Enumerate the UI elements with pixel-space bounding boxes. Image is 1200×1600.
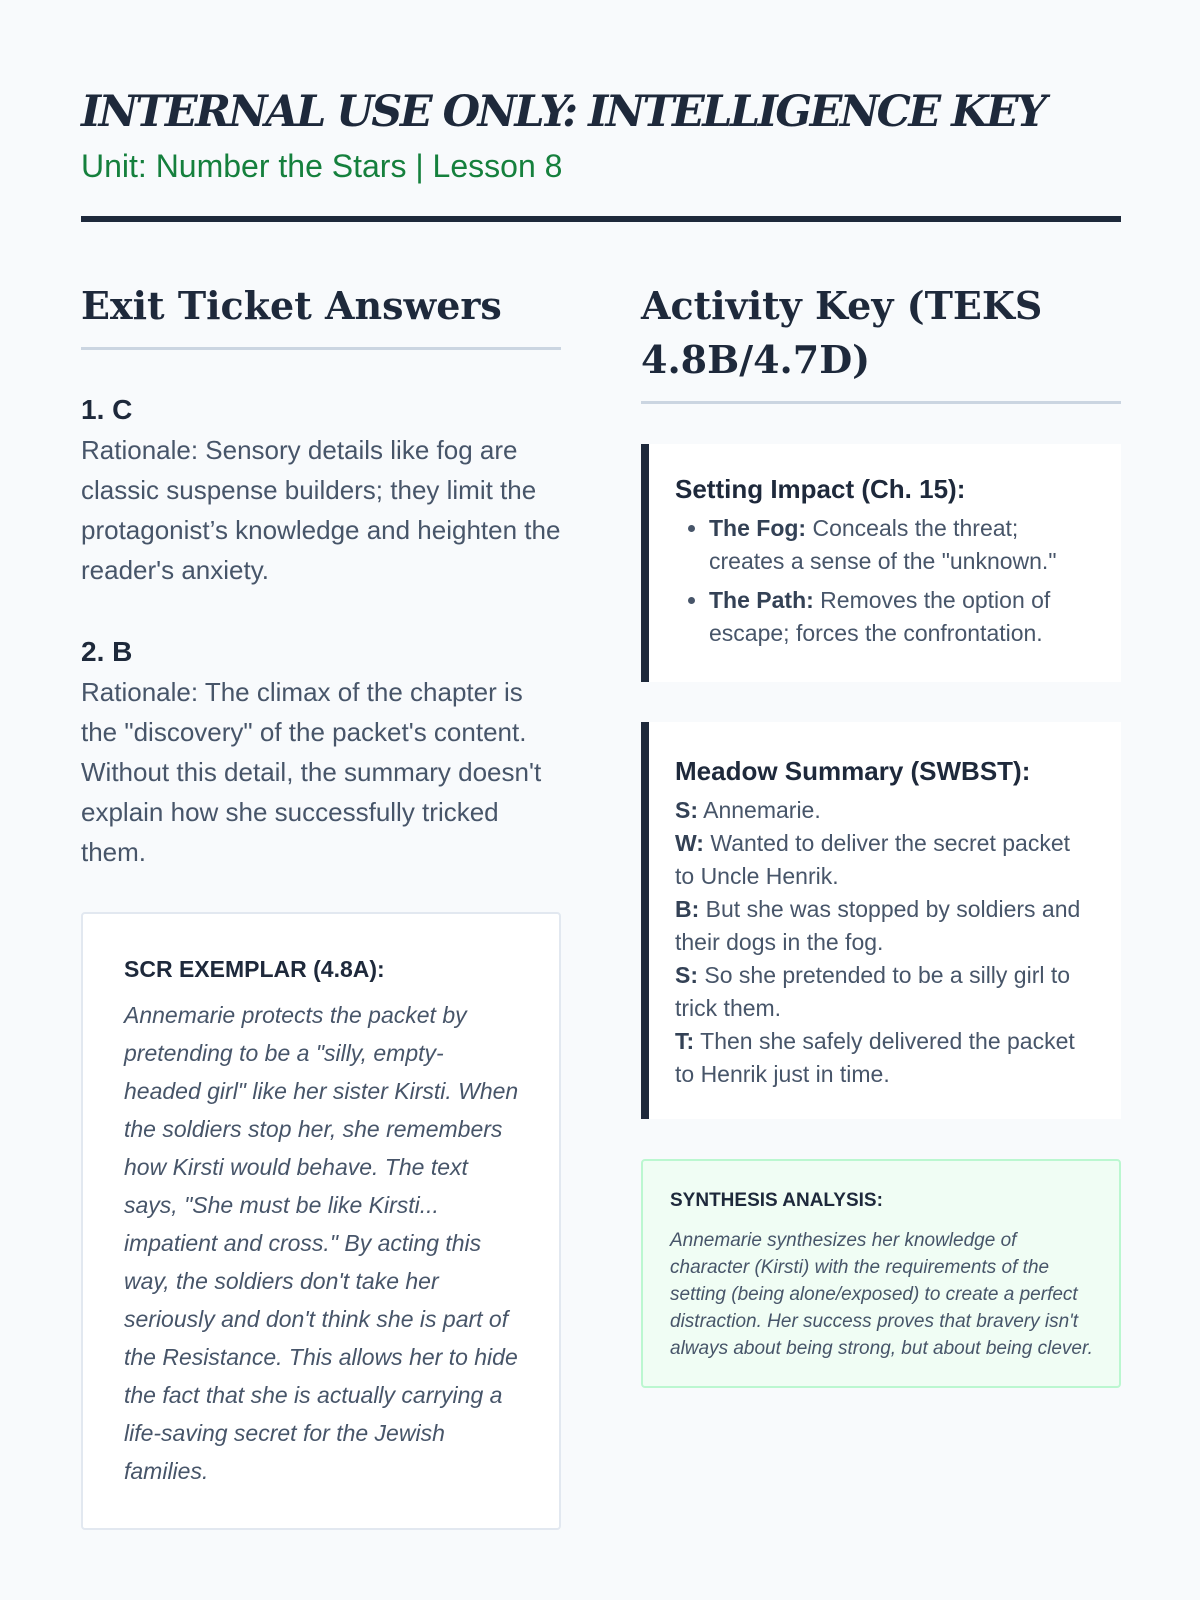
document-page xyxy=(81,78,1121,1484)
activity-key-heading: Activity Key (TEKS 4.8B/4.7D) xyxy=(641,279,1121,404)
answer-item xyxy=(81,632,561,872)
scr-exemplar-card xyxy=(81,912,561,1530)
list-item-text: Removes the option of escape; forces the confrontation. xyxy=(709,587,1051,646)
list-item-text: Conceals the threat; creates a sense of the "unknown." xyxy=(709,515,1057,574)
list-item-term: The Fog: xyxy=(709,515,807,541)
swbst-key: S: xyxy=(675,962,698,988)
title-divider xyxy=(81,216,1121,222)
synthesis-label: SYNTHESIS ANALYSIS: xyxy=(670,1190,883,1211)
list-item xyxy=(709,512,1089,578)
swbst-text: Annemarie. xyxy=(698,797,821,823)
swbst-key: T: xyxy=(675,1028,695,1054)
answer-rationale: Rationale: The climax of the chapter is the "discovery" of the packet's content. Without this detail, the summary doesn't explain how she successfully tricked them. xyxy=(81,677,542,867)
swbst-row xyxy=(675,959,1089,1025)
swbst-key: S: xyxy=(675,797,698,823)
meadow-summary-title: Meadow Summary (SWBST): xyxy=(675,756,1031,786)
exit-ticket-column xyxy=(81,279,561,1530)
swbst-row xyxy=(675,827,1089,893)
setting-impact-card xyxy=(641,444,1121,682)
page-title: INTERNAL USE ONLY: INTELLIGENCE KEY xyxy=(81,87,1045,137)
swbst-text: Then she safely delivered the packet to Henrik just in time. xyxy=(675,1028,1075,1087)
swbst-key: B: xyxy=(675,896,700,922)
meadow-summary-card xyxy=(641,722,1121,1119)
exemplar-text: Annemarie protects the packet by pretending to be a "silly, empty-headed girl" like her sister Kirsti. When the soldiers stop her, she remembers how Kirsti would behave. The text says, "She must be like Kirsti... impatient and cross." By acting this way, the soldiers don't take her seriously and don't think she is part of the Resistance. This allows her to hide the fact that she is actually carrying a life-saving secret for the Jewish families. xyxy=(124,1002,519,1484)
answer-label: 1. C xyxy=(81,394,133,425)
swbst-key: W: xyxy=(675,830,704,856)
exemplar-label: SCR EXEMPLAR (4.8A): xyxy=(124,956,385,982)
list-item-term: The Path: xyxy=(709,587,814,613)
answer-rationale: Rationale: Sensory details like fog are classic suspense builders; they limit the protagonist’s knowledge and heighten the reader's anxiety. xyxy=(81,435,561,585)
swbst-row xyxy=(675,794,1089,827)
swbst-text: Wanted to deliver the secret packet to Uncle Henrik. xyxy=(675,830,1071,889)
swbst-text: So she pretended to be a silly girl to trick them. xyxy=(675,962,1071,1021)
list-item xyxy=(709,584,1089,650)
swbst-row xyxy=(675,1025,1089,1091)
page-subtitle: Unit: Number the Stars | Lesson 8 xyxy=(81,148,563,184)
synthesis-text: Annemarie synthesizes her knowledge of character (Kirsti) with the requirements of the setting (being alone/exposed) to create a perfect distraction. Her success proves that bravery isn't always about being strong, but about being clever. xyxy=(670,1230,1093,1359)
answer-item xyxy=(81,390,561,590)
answer-label: 2. B xyxy=(81,636,133,667)
exit-ticket-heading: Exit Ticket Answers xyxy=(81,279,561,350)
swbst-text: But she was stopped by soldiers and their dogs in the fog. xyxy=(675,896,1081,955)
synthesis-analysis-card xyxy=(641,1159,1121,1388)
swbst-row xyxy=(675,893,1089,959)
setting-impact-list xyxy=(675,512,1089,650)
activity-key-column xyxy=(641,279,1121,1388)
setting-impact-title: Setting Impact (Ch. 15): xyxy=(675,474,966,504)
